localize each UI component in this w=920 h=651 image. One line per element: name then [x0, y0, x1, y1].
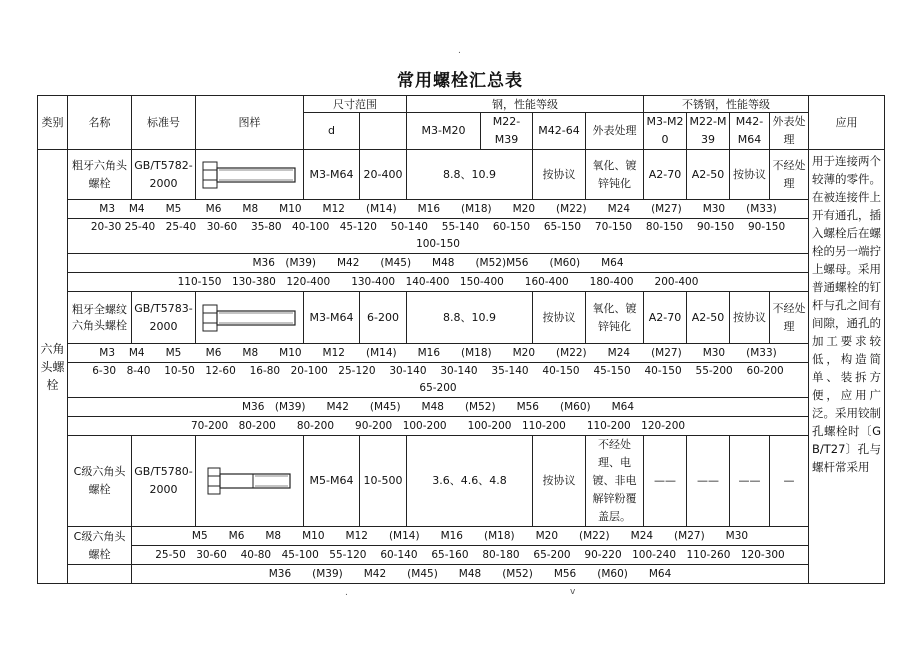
bolt-standard: GB/T5780-2000	[132, 436, 196, 527]
bolt-ss-m22: A2-50	[687, 292, 730, 344]
length-row: 70-200 80-200 80-200 90-200 100-200 100-200 110-200 110-200 120-200	[68, 417, 809, 436]
bolt-steel-grade: 8.8、10.9	[407, 292, 533, 344]
header-name: 名称	[68, 96, 132, 150]
size-row: M5 M6 M8 M10 M12 (M14) M16 (M18) M20 (M22) M24 (M27) M30	[132, 527, 809, 546]
header-steel-grade: 钢，性能等级	[407, 96, 644, 113]
bolt-d: M3-M64	[304, 150, 360, 200]
bolt-ss-m3: ——	[644, 436, 687, 527]
size-row: M36 (M39) M42 (M45) M48 (M52) M56 (M60) M64	[132, 565, 809, 584]
hex-bolt-drawing-icon	[202, 159, 298, 191]
length-row	[68, 363, 809, 398]
size-row: M3 M4 M5 M6 M8 M10 M12 (M14) M16 (M18) M20 (M22) M24 (M27) M30 (M33)	[68, 200, 809, 219]
bolt-steel-surface: 氧化、镀锌钝化	[586, 150, 644, 200]
bolt-steel-m42: 按协议	[533, 150, 586, 200]
header-l-blank	[360, 113, 407, 150]
length-row: 110-150 130-380 120-400 130-400 140-400 150-400 160-400 180-400 200-400	[68, 273, 809, 292]
header-standard: 标准号	[132, 96, 196, 150]
bolt-ss-m22: A2-50	[687, 150, 730, 200]
header-ss-m42-m64: M42-M64	[730, 113, 770, 150]
length-line: 6-30 8-40 10-50 12-60 16-80 20-100 25-120 30-140 30-140 35-140 40-150 45-150 40-150 55-200 60-200	[92, 365, 784, 377]
bolt-steel-m42: 按协议	[533, 436, 586, 527]
bolt-ss-m3: A2-70	[644, 292, 687, 344]
header-ss-m22-m39: M22-M39	[687, 113, 730, 150]
header-steel-surface: 外表处理	[586, 113, 644, 150]
bolt-standard: GB/T5783-2000	[132, 292, 196, 344]
size-row: M3 M4 M5 M6 M8 M10 M12 (M14) M16 (M18) M20 (M22) M24 (M27) M30 (M33)	[68, 344, 809, 363]
bolt-name: C级六角头螺栓	[68, 436, 132, 527]
length-line: 100-150	[416, 238, 460, 250]
bottom-mark-right: v	[570, 587, 576, 597]
bolt-ss-surface: 不经处理	[770, 150, 809, 200]
bolt-steel-m42: 按协议	[533, 292, 586, 344]
header-application: 应用	[809, 96, 885, 150]
bolt-drawing	[196, 292, 304, 344]
bolt-ss-m22: ——	[687, 436, 730, 527]
bolt-steel-grade: 3.6、4.6、4.8	[407, 436, 533, 527]
bolt-ss-m3: A2-70	[644, 150, 687, 200]
bolt-name-blank	[68, 565, 132, 584]
bolt-standard: GB/T5782-2000	[132, 150, 196, 200]
application-text: 用于连接两个较薄的零件。在被连接件上开有通孔，插入螺栓后在螺栓的另一端拧上螺母。采用普通螺栓的钉杆与孔之间有间隙，通孔的加工要求较低，构造简单、装拆方便，应用广泛。采用铰制孔螺栓时〔GB/T27〕孔与螺杆常采用	[809, 150, 885, 584]
bolt-ss-m42: 按协议	[730, 292, 770, 344]
length-row	[68, 219, 809, 254]
c-grade-hex-bolt-drawing-icon	[207, 465, 293, 497]
bolt-ss-m42: 按协议	[730, 150, 770, 200]
bolt-ss-surface: 不经处理	[770, 292, 809, 344]
bolt-length: 6-200	[360, 292, 407, 344]
header-category: 类别	[38, 96, 68, 150]
bolt-steel-surface: 氧化、镀锌钝化	[586, 292, 644, 344]
header-size-range: 尺寸范围	[304, 96, 407, 113]
bolt-ss-surface: —	[770, 436, 809, 527]
length-row: 25-50 30-60 40-80 45-100 55-120 60-140 65-160 80-180 65-200 90-220 100-240 110-260 120-300	[132, 546, 809, 565]
bolt-d: M3-M64	[304, 292, 360, 344]
bottom-mark-left: .	[345, 588, 348, 598]
bolt-name: 粗牙全螺纹六角头螺栓	[68, 292, 132, 344]
bolt-steel-surface: 不经处理、电镀、非电解锌粉覆盖层。	[586, 436, 644, 527]
page-title: 常用螺栓汇总表	[397, 71, 523, 91]
size-row: M36 (M39) M42 (M45) M48 (M52)M56 (M60) M64	[68, 254, 809, 273]
bolt-length: 20-400	[360, 150, 407, 200]
top-mark: .	[458, 46, 461, 56]
header-ss-surface: 外表处理	[770, 113, 809, 150]
header-steel-m42-64: M42-64	[533, 113, 586, 150]
bolt-drawing	[196, 436, 304, 527]
size-row: M36 (M39) M42 (M45) M48 (M52) M56 (M60) M64	[68, 398, 809, 417]
bolt-d: M5-M64	[304, 436, 360, 527]
header-ss-m3-m20: M3-M20	[644, 113, 687, 150]
length-line: 20-30 25-40 25-40 30-60 35-80 40-100 45-120 50-140 55-140 60-150 65-150 70-150 80-150 90-150 90-150	[90, 221, 786, 233]
bolt-name: 粗牙六角头螺栓	[68, 150, 132, 200]
bolt-summary-table	[37, 95, 885, 584]
bolt-ss-m42: ——	[730, 436, 770, 527]
header-steel-m22-m39: M22-M39	[481, 113, 533, 150]
bolt-steel-grade: 8.8、10.9	[407, 150, 533, 200]
bolt-drawing	[196, 150, 304, 200]
header-drawing: 图样	[196, 96, 304, 150]
category-cell: 六角头螺栓	[38, 150, 68, 584]
bolt-name: C级六角头螺栓	[68, 527, 132, 565]
hex-bolt-full-thread-drawing-icon	[202, 302, 298, 334]
length-line: 65-200	[419, 382, 457, 394]
bolt-length: 10-500	[360, 436, 407, 527]
header-steel-m3-m20: M3-M20	[407, 113, 481, 150]
header-d: d	[304, 113, 360, 150]
header-stainless-grade: 不锈钢，性能等级	[644, 96, 809, 113]
